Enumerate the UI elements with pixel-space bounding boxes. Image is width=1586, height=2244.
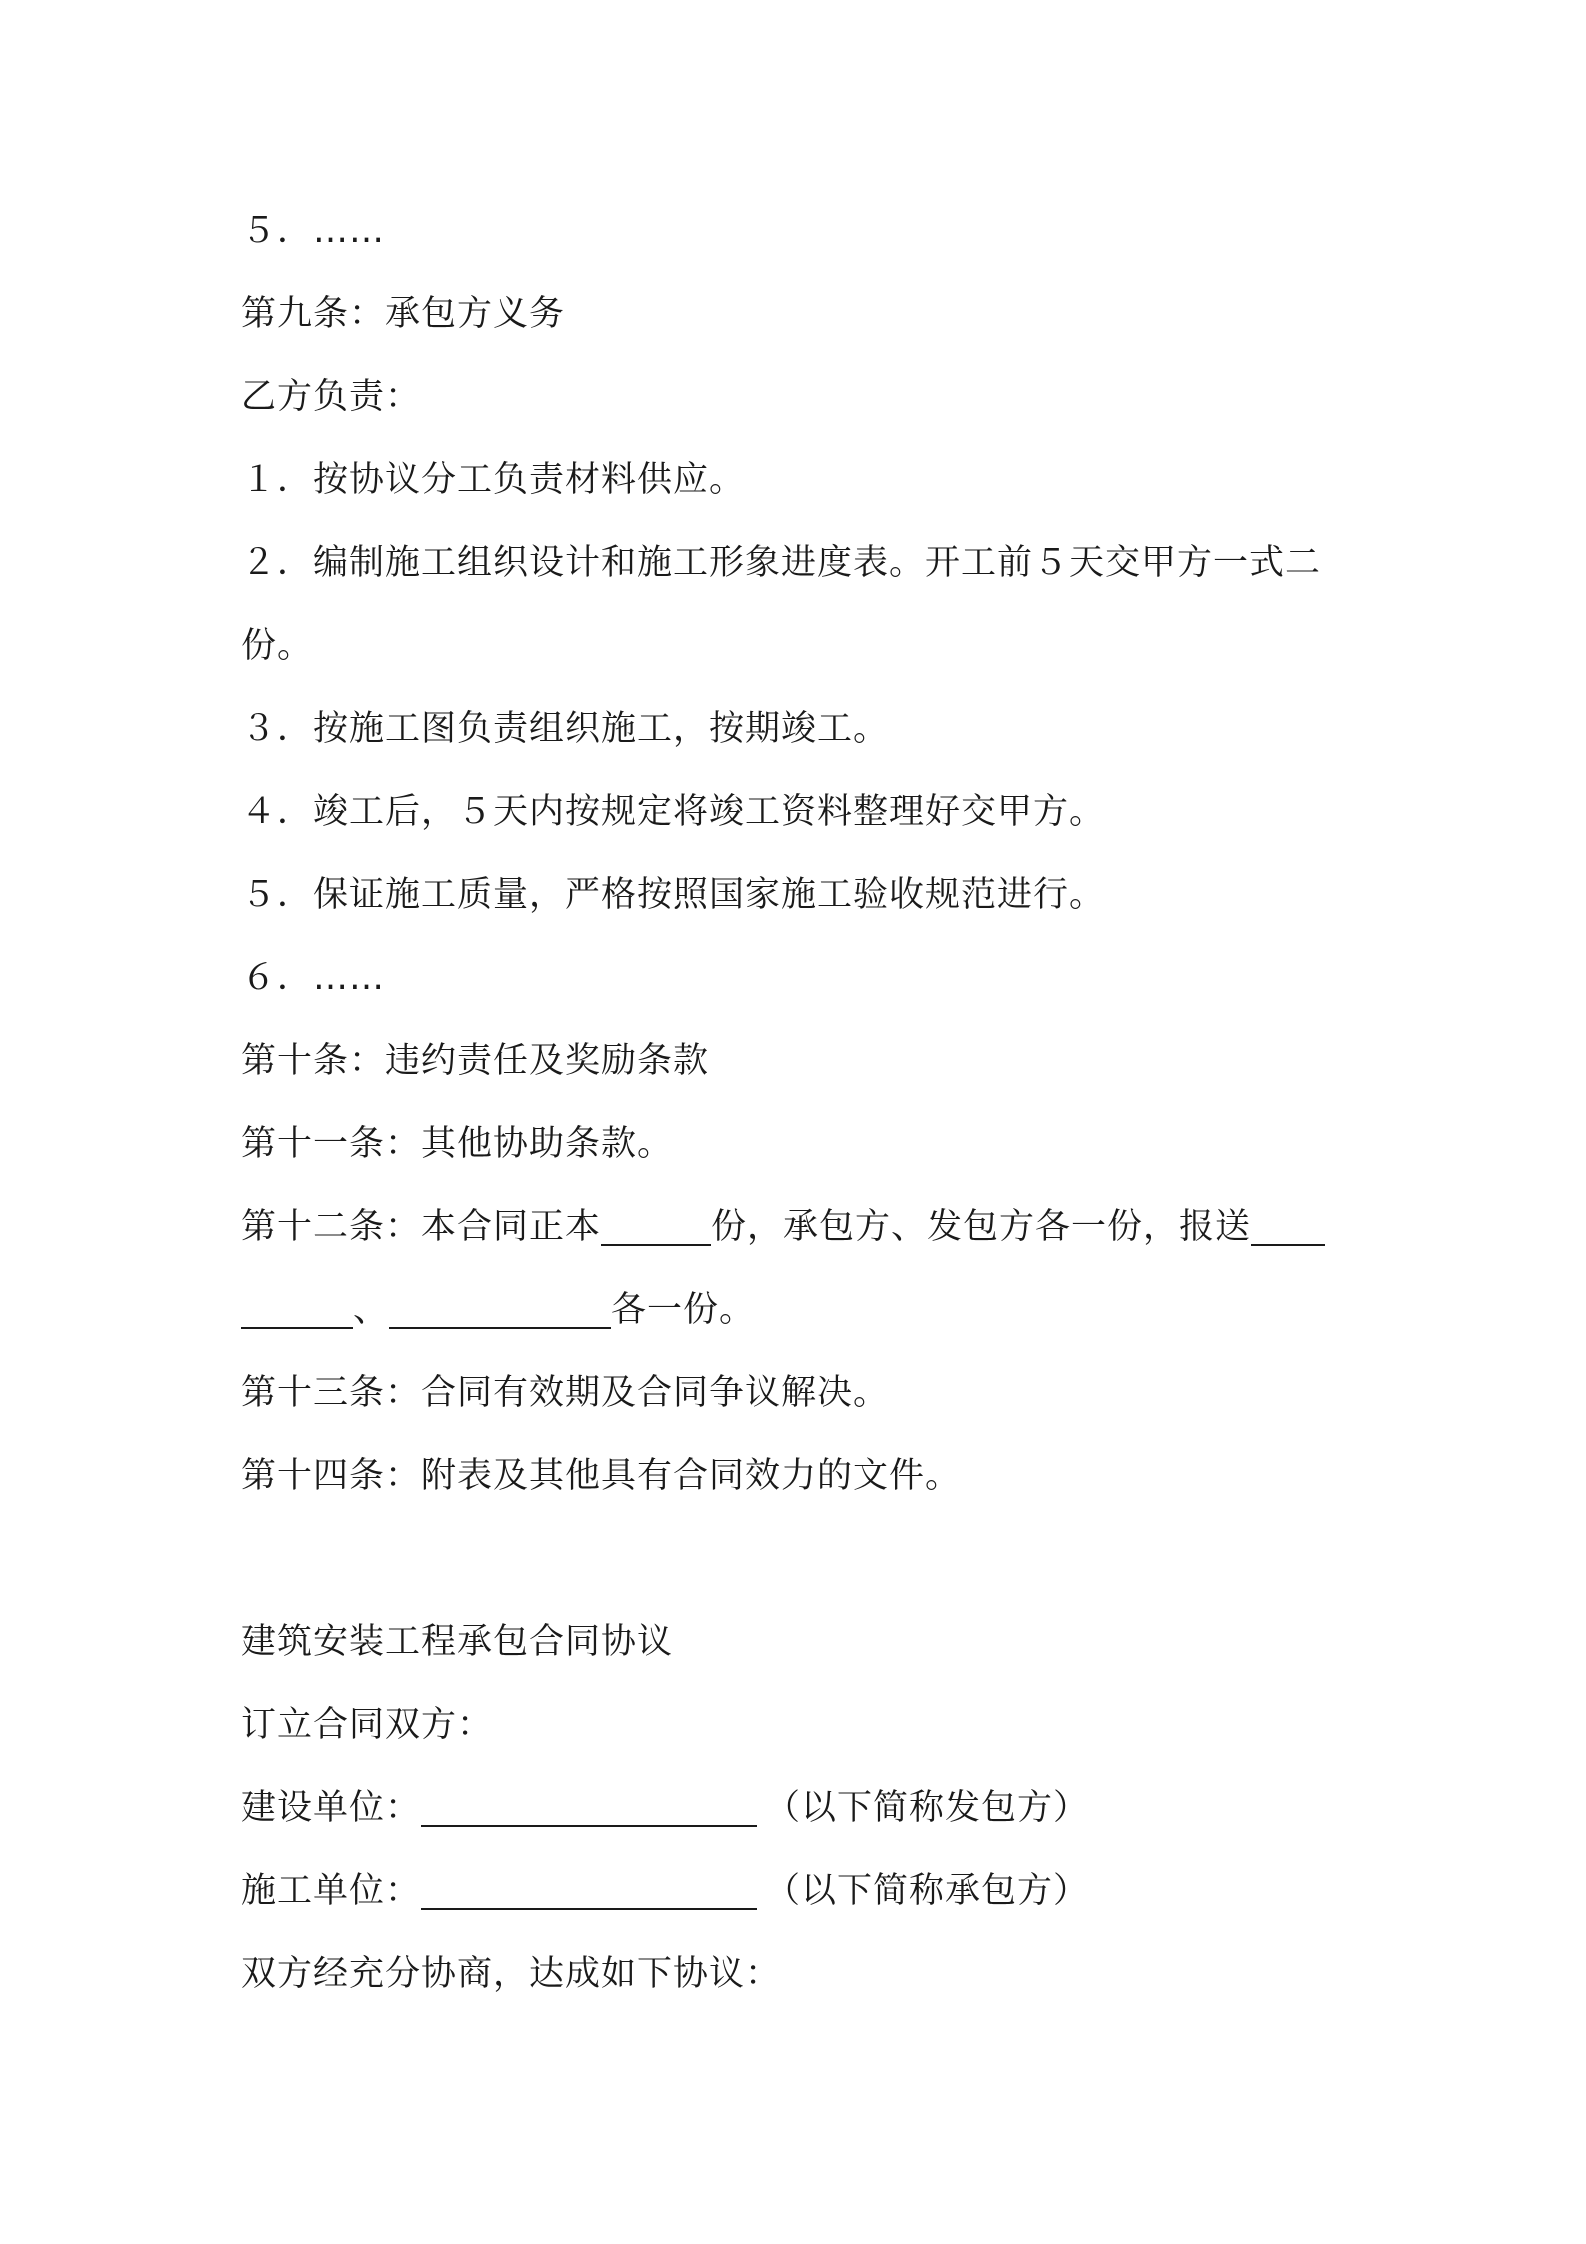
contractor-label: 施工单位： bbox=[241, 1871, 422, 1911]
duty-5: ５．保证施工质量，严格按照国家施工验收规范进行。 bbox=[241, 875, 1106, 915]
party-b-responsibilities: 乙方负责： bbox=[241, 377, 422, 417]
agreement-title: 建筑安装工程承包合同协议 bbox=[241, 1622, 674, 1662]
article-10-heading: 第十条：违约责任及奖励条款 bbox=[241, 1041, 710, 1081]
builder-name-blank[interactable] bbox=[421, 1785, 757, 1827]
article-14-heading: 第十四条：附表及其他具有合同效力的文件。 bbox=[241, 1456, 962, 1496]
contractor-suffix: （以下简称承包方） bbox=[765, 1871, 1090, 1911]
duty-6-ellipsis: ６．…… bbox=[241, 958, 386, 998]
article-12-text-d: 各一份。 bbox=[611, 1290, 756, 1330]
contractor-name-blank[interactable] bbox=[421, 1868, 757, 1910]
builder-suffix: （以下简称发包方） bbox=[765, 1788, 1090, 1828]
consensus-statement: 双方经充分协商，达成如下协议： bbox=[241, 1954, 782, 1994]
report-to-blank-b[interactable] bbox=[389, 1287, 611, 1329]
article-12-text-c: 、 bbox=[353, 1290, 390, 1330]
article-12-text-a: 第十二条：本合同正本 bbox=[241, 1207, 602, 1247]
article-11-heading: 第十一条：其他协助条款。 bbox=[241, 1124, 674, 1164]
duty-2: ２．编制施工组织设计和施工形象进度表。开工前５天交甲方一式二 bbox=[241, 543, 1322, 583]
duty-2-continued: 份。 bbox=[241, 626, 314, 666]
builder-line bbox=[241, 1783, 1361, 1833]
article-12-line2 bbox=[241, 1285, 1361, 1335]
article-13-heading: 第十三条：合同有效期及合同争议解决。 bbox=[241, 1373, 890, 1413]
duty-1: １．按协议分工负责材料供应。 bbox=[241, 460, 746, 500]
report-to-blank-a-cont[interactable] bbox=[241, 1287, 353, 1329]
duty-3: ３．按施工图负责组织施工，按期竣工。 bbox=[241, 709, 890, 749]
builder-label: 建设单位： bbox=[241, 1788, 422, 1828]
article-12-text-b: 份，承包方、发包方各一份，报送 bbox=[711, 1207, 1252, 1247]
item-5-ellipsis: ５．…… bbox=[241, 211, 386, 251]
duty-4: ４．竣工后，５天内按规定将竣工资料整理好交甲方。 bbox=[241, 792, 1106, 832]
report-to-blank-a[interactable] bbox=[1251, 1204, 1325, 1246]
copies-count-blank[interactable] bbox=[601, 1204, 711, 1246]
article-9-heading: 第九条：承包方义务 bbox=[241, 294, 566, 334]
parties-intro: 订立合同双方： bbox=[241, 1705, 494, 1745]
article-12-line1 bbox=[241, 1202, 1361, 1252]
contractor-line bbox=[241, 1866, 1361, 1916]
